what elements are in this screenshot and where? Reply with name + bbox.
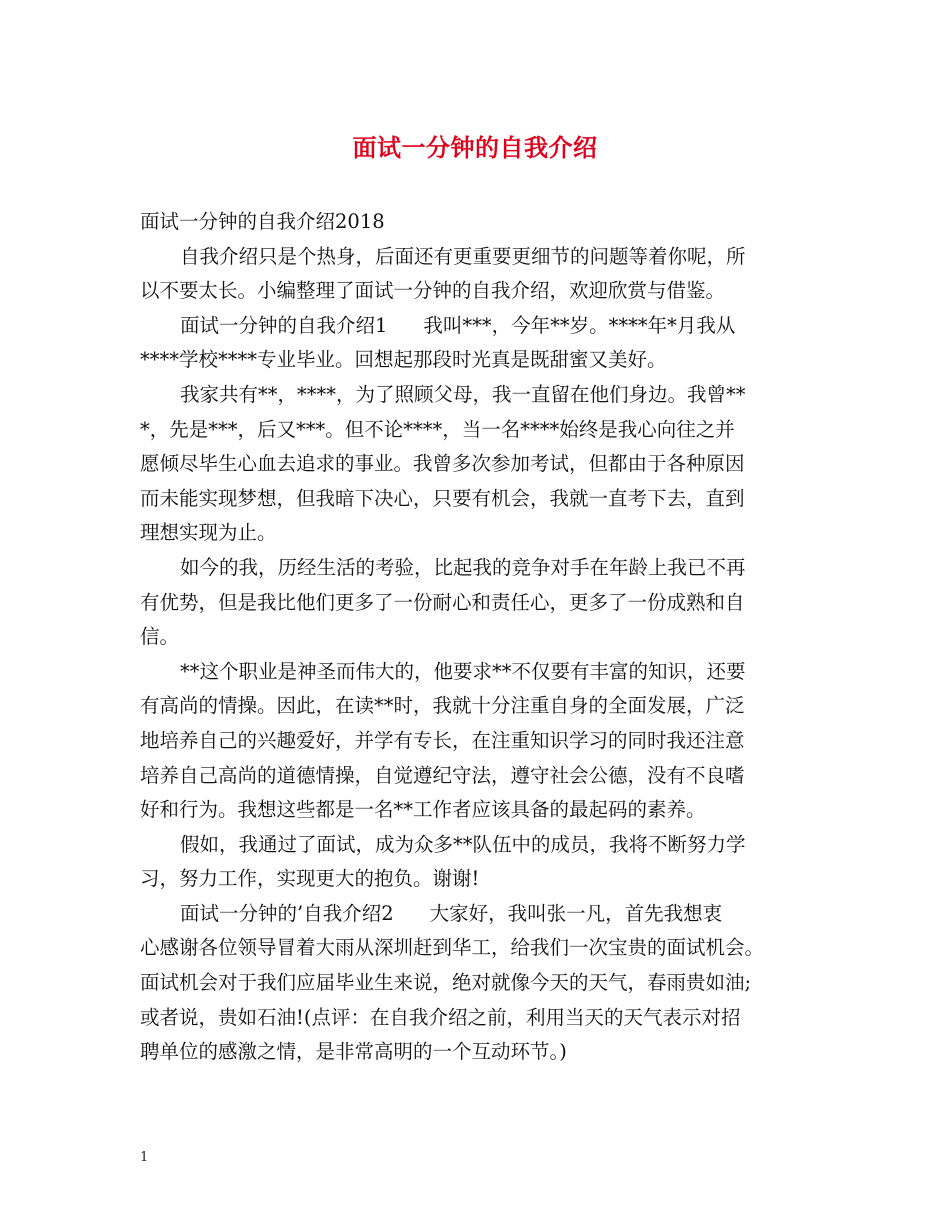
paragraph-line: ****学校****专业毕业。回想起那段时光真是既甜蜜又美好。 [140,348,667,372]
paragraph-line: 或者说，贵如石油!(点评：在自我介绍之前，利用当天的天气表示对招 [140,1005,741,1029]
paragraph-line: 愿倾尽毕生心血去追求的事业。我曾多次参加考试，但都由于各种原因 [140,452,745,476]
paragraph-line: *，先是***，后又***。但不论****，当一名****始终是我心向往之并 [140,417,735,441]
section-heading: 面试一分钟的自我介绍1 [180,313,388,337]
section-heading: 面试一分钟的’自我介绍2 [180,901,394,925]
document-title: 面试一分钟的自我介绍 [352,133,598,162]
paragraph-line: 假如，我通过了面试，成为众多**队伍中的成员，我将不断努力学 [180,832,746,856]
paragraph-line: 而未能实现梦想，但我暗下决心，只要有机会，我就一直考下去，直到 [140,486,745,510]
paragraph-line: 信。 [140,625,180,649]
paragraph-line: 理想实现为止。 [140,521,277,545]
paragraph-line: 心感谢各位领导冒着大雨从深圳赶到华工，给我们一次宝贵的面试机会。 [140,936,765,960]
paragraph-line: 我家共有**，****，为了照顾父母，我一直留在他们身边。我曾** [180,382,746,406]
paragraph-line: 有优势，但是我比他们更多了一份耐心和责任心，更多了一份成熟和自 [140,590,745,614]
paragraph-line: 聘单位的感激之情，是非常高明的一个互动环节。) [140,1040,567,1064]
paragraph-line: 有高尚的情操。因此，在读**时，我就十分注重自身的全面发展，广泛 [140,694,745,718]
paragraph-line: 地培养自己的兴趣爱好，并学有专长，在注重知识学习的同时我还注意 [140,728,745,752]
paragraph-text: 大家好，我叫张一凡，首先我想衷 [429,901,723,925]
paragraph-line [140,897,830,932]
paragraph-line: 面试机会对于我们应届毕业生来说，绝对就像今天的天气，春雨贵如油; [140,971,752,995]
paragraph-line: 如今的我，历经生活的考验，比起我的竞争对手在年龄上我已不再 [180,555,746,579]
paragraph-line: **这个职业是神圣而伟大的，他要求**不仅要有丰富的知识，还要 [180,659,746,683]
paragraph-line: 好和行为。我想这些都是一名**工作者应该具备的最起码的素养。 [140,798,706,822]
paragraph-text: 我叫***，今年**岁。****年*月我从 [423,313,736,337]
paragraph-line: 培养自己高尚的道德情操，自觉遵纪守法，遵守社会公德，没有不良嗜 [140,763,745,787]
paragraph-line: 自我介绍只是个热身，后面还有更重要更细节的问题等着你呢，所 [180,244,746,268]
page-number: 1 [140,1150,149,1165]
subtitle: 面试一分钟的自我介绍2018 [140,210,385,233]
paragraph-line [140,309,830,344]
paragraph-line: 习，努力工作，实现更大的抱负。谢谢! [140,867,480,891]
paragraph-line: 以不要太长。小编整理了面试一分钟的自我介绍，欢迎欣赏与借鉴。 [140,279,726,303]
document-body [140,205,830,1070]
